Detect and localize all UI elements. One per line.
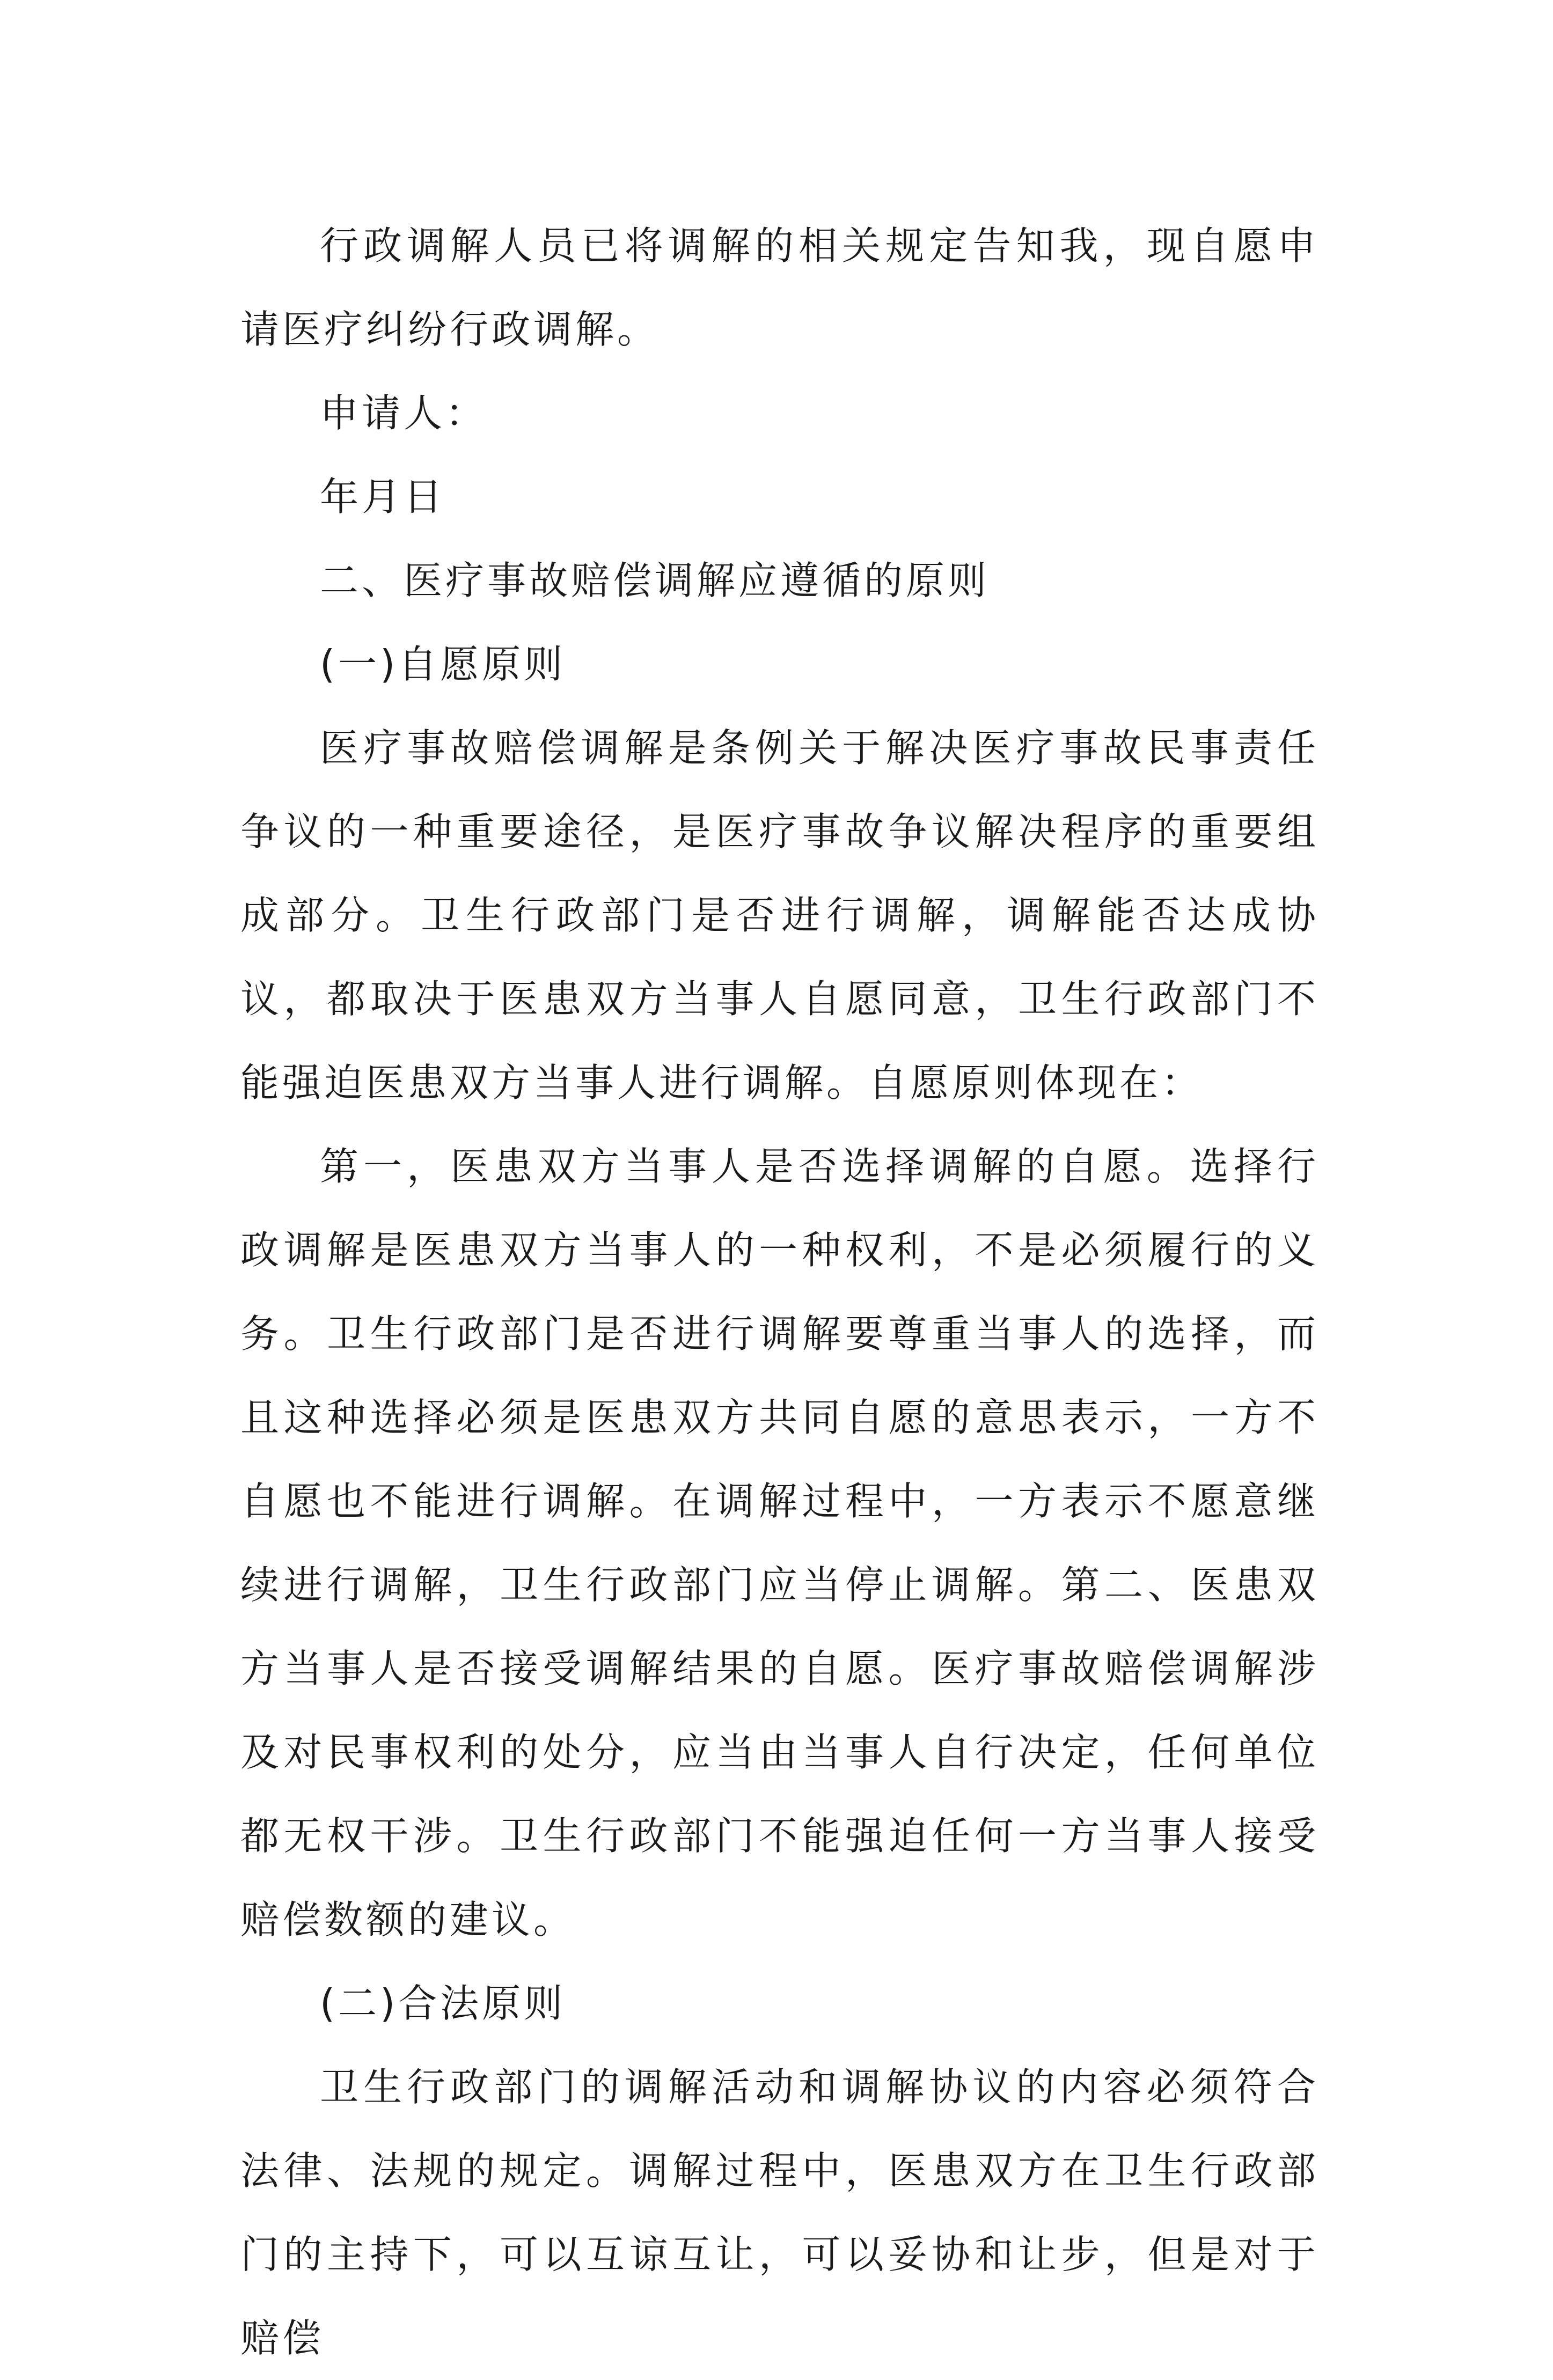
section-heading-principles: 二、医疗事故赔偿调解应遵循的原则 (320, 558, 990, 603)
subheading-voluntary-principle: (一)自愿原则 (320, 642, 566, 687)
paragraph-applicant: 申请人： (320, 391, 488, 436)
document-body (240, 204, 1319, 2380)
paragraph-date: 年月日 (320, 474, 446, 519)
paragraph-consent-statement: 行政调解人员已将调解的相关规定告知我，现自愿申请医疗纠纷行政调解。 (240, 223, 1319, 352)
paragraph-voluntary-details: 第一，医患双方当事人是否选择调解的自愿。选择行政调解是医患双方当事人的一种权利，不是必须履行的义务。卫生行政部门是否进行调解要尊重当事人的选择，而且这种选择必须是医患双方共同自愿的意思表示，一方不自愿也不能进行调解。在调解过程中，一方表示不愿意继续进行调解，卫生行政部门应当停止调解。第二、医患双方当事人是否接受调解结果的自愿。医疗事故赔偿调解涉及对民事权利的处分，应当由当事人自行决定，任何单位都无权干涉。卫生行政部门不能强迫任何一方当事人接受赔偿数额的建议。 (240, 1144, 1319, 1942)
paragraph-legal-principle: 卫生行政部门的调解活动和调解协议的内容必须符合法律、法规的规定。调解过程中，医患双方在卫生行政部门的主持下，可以互谅互让，可以妥协和让步，但是对于赔偿 (240, 2065, 1319, 2361)
subheading-legal-principle: (二)合法原则 (320, 1981, 566, 2026)
paragraph-voluntary-intro: 医疗事故赔偿调解是条例关于解决医疗事故民事责任争议的一种重要途径，是医疗事故争议解决程序的重要组成部分。卫生行政部门是否进行调解，调解能否达成协议，都取决于医患双方当事人自愿同意，卫生行政部门不能强迫医患双方当事人进行调解。自愿原则体现在： (240, 725, 1319, 1105)
